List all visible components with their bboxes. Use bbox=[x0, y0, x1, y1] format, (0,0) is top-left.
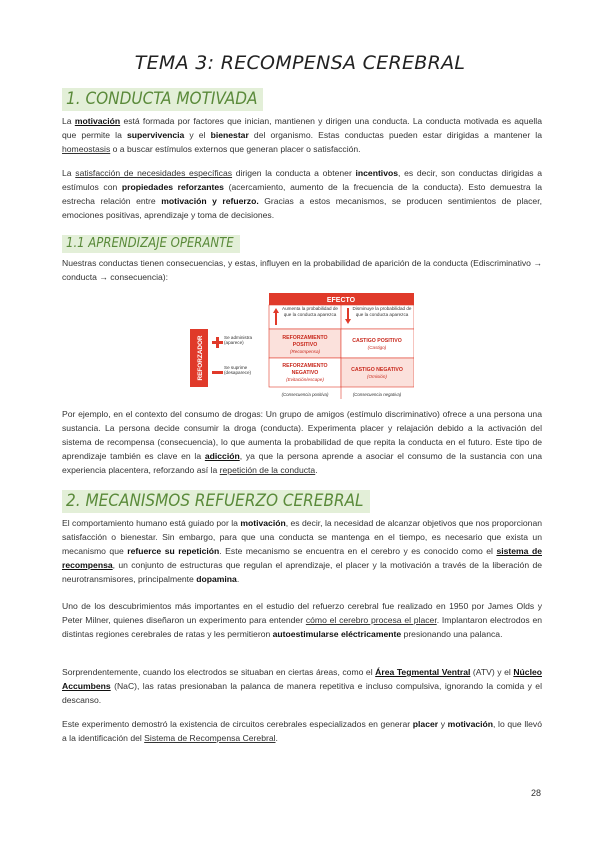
text-run: Este experimento demostró la existencia de circuitos cerebrales especializados en generar bbox=[62, 719, 413, 729]
text-run: repetición de la conducta bbox=[219, 465, 316, 475]
text-run: . bbox=[315, 465, 318, 475]
section-heading-2: 2. MECANISMOS REFUERZO CEREBRAL bbox=[62, 490, 370, 513]
text-run: . Este mecanismo se encuentra en el cerebro y es conocido como el bbox=[219, 546, 497, 556]
paragraph bbox=[62, 407, 542, 477]
text-run: dopamina bbox=[196, 574, 237, 584]
cell-21-line3: (Evitación/escape) bbox=[286, 377, 324, 382]
page-number: 28 bbox=[531, 788, 542, 798]
text-run: cómo el cerebro procesa el placer bbox=[305, 615, 437, 625]
text-run: . Implantaron electrodos en distintas regiones cerebrales de ratas y les permitieron bbox=[62, 615, 543, 639]
text-run: presionando una palanca. bbox=[401, 629, 503, 639]
text-run: Uno de los descubrimientos más importantes en el estudio del refuerzo cerebral fue realizado en 1950 por James Olds y Peter Milner, quienes diseñaron un experimento para entender bbox=[62, 601, 542, 625]
row-label-2: Se suprime (desaparece) bbox=[224, 365, 252, 376]
col-header-2: Disminuye la probabilidad de que la conducta aparezca bbox=[352, 306, 412, 317]
paragraph bbox=[62, 717, 542, 745]
paragraph bbox=[62, 256, 542, 284]
text-run: Sistema de Recompensa Cerebral bbox=[144, 733, 276, 743]
text-run: , un conjunto de estructuras que regulan el aprendizaje, el placer y la motivación a través de la liberación de neurotransmisores, principalmente bbox=[62, 560, 542, 584]
cell-12-line1: CASTIGO POSITIVO bbox=[352, 338, 402, 344]
text-run: y bbox=[438, 719, 448, 729]
text-run: o a buscar estímulos externos que generan placer o satisfacción. bbox=[110, 144, 361, 154]
text-run: motivación bbox=[447, 719, 494, 729]
text-run: Área Tegmental Ventral bbox=[375, 667, 471, 677]
section-heading-1: 1. CONDUCTA MOTIVADA bbox=[62, 88, 263, 111]
text-run: refuerce su repetición bbox=[127, 546, 220, 556]
text-run: dirigen la conducta a obtener bbox=[232, 168, 356, 178]
paragraph bbox=[62, 665, 542, 707]
paragraph bbox=[62, 166, 542, 222]
text-run: motivación bbox=[74, 116, 121, 126]
text-run: (NaC), las ratas presionaban la palanca de manera repetitiva e incluso compulsiva, ignorando la comida y el descanso. bbox=[62, 681, 542, 705]
cell-11-line1: REFORZAMIENTO bbox=[282, 335, 328, 341]
text-run: y el bbox=[184, 130, 211, 140]
paragraph bbox=[62, 516, 542, 586]
text-run: , lo que llevó a la identificación del bbox=[62, 719, 542, 743]
paragraph bbox=[62, 114, 542, 156]
text-run: incentivos bbox=[355, 168, 399, 178]
text-run: propiedades reforzantes bbox=[121, 182, 224, 192]
footer-1: (Consecuencia positiva) bbox=[281, 392, 329, 397]
text-run: (ATV) y el bbox=[470, 667, 514, 677]
text-run: Nuestras conductas tienen consecuencias, y estas, influyen en la probabilidad de aparición de la conducta (Ediscriminativo → conducta → consecuencia): bbox=[62, 258, 542, 282]
cell-11-line2: POSITIVO bbox=[292, 342, 318, 348]
text-run: motivación bbox=[240, 518, 286, 528]
text-run: Gracias a estos mecanismos, se producen sentimientos de placer, emociones positivas, aprendizaje y toma de decisiones. bbox=[62, 196, 542, 220]
text-run: del organismo. Estas conductas pueden estar dirigidas a mantener la bbox=[248, 130, 542, 140]
text-run: La bbox=[62, 168, 76, 178]
text-run: supervivencia bbox=[126, 130, 185, 140]
minus-icon bbox=[212, 371, 223, 374]
text-run: adicción bbox=[204, 451, 240, 461]
text-run: La bbox=[62, 116, 75, 126]
plus-icon-vertical bbox=[216, 337, 219, 348]
cell-12-line2: (Castigo) bbox=[367, 345, 387, 350]
text-run: El comportamiento humano está guiado por la bbox=[62, 518, 241, 528]
section-heading-1-1: 1.1 APRENDIZAJE OPERANTE bbox=[62, 235, 240, 253]
page-title: TEMA 3: RECOMPENSA CEREBRAL bbox=[134, 52, 466, 74]
row-label-1: Se administra (aparece) bbox=[224, 335, 253, 346]
cell-21-line2: NEGATIVO bbox=[291, 370, 319, 376]
text-run: homeostasis bbox=[62, 144, 111, 154]
table-header-efecto: EFECTO bbox=[326, 297, 356, 304]
text-run: satisfacción de necesidades específicas bbox=[75, 168, 233, 178]
text-run: Núcleo Accumbens bbox=[62, 667, 542, 691]
text-run: . bbox=[236, 574, 240, 584]
text-run: está formada por factores que inician, mantienen y dirigen una conducta. La conducta motivada es aquella que permite la bbox=[62, 116, 542, 140]
cell-21-line1: REFORZAMIENTO bbox=[282, 363, 328, 369]
text-run: , es decir, son conductas dirigidas a estímulos con bbox=[62, 168, 542, 192]
footer-2: (Consecuencia negativa) bbox=[352, 392, 402, 397]
text-run: Sorprendentemente, cuando los electrodos se situaban en ciertas áreas, como el bbox=[62, 667, 376, 677]
cell-22-line1: CASTIGO NEGATIVO bbox=[351, 367, 403, 373]
paragraph bbox=[62, 599, 542, 641]
text-run: Por ejemplo, en el contexto del consumo de drogas: Un grupo de amigos (estímulo discriminativo) ofrece a una persona una sustancia. La persona decide consumir la droga (conducta). Experimenta placer y relajación debido a la activación del sistema de recompensa (consecuencia), lo que aumenta la probabilidad de que repita la conducta en el futuro. Este tipo de aprendizaje también es clave en la bbox=[62, 409, 542, 461]
text-run: bienestar bbox=[210, 130, 249, 140]
text-run: . bbox=[275, 733, 278, 743]
text-run: , es decir, la necesidad de alcanzar objetivos que nos proporcionan satisfacción o bienestar. Sin embargo, para que una conducta se mantenga en el tiempo, es necesario que exista un mecanismo que bbox=[62, 518, 542, 556]
text-run: placer bbox=[412, 719, 439, 729]
reforzador-label: REFORZADOR bbox=[197, 335, 204, 381]
text-run: , ya que la persona aprende a asociar el consumo de la sustancia con una experiencia placentera, reforzando así la bbox=[62, 451, 543, 475]
text-run: (acercamiento, aumento de la frecuencia de la conducta). Esto demuestra la estrecha relación entre bbox=[62, 182, 542, 206]
text-run: motivación y refuerzo. bbox=[161, 196, 259, 206]
reinforcement-table bbox=[190, 293, 414, 399]
col-header-1: Aumenta la probabilidad de que la conducta aparezca bbox=[282, 306, 338, 317]
text-run: autoestimularse eléctricamente bbox=[272, 629, 402, 639]
cell-22-line2: (Omisión) bbox=[367, 374, 387, 379]
text-run: sistema de recompensa bbox=[62, 546, 542, 570]
cell-11-line3: (Recompensa) bbox=[289, 349, 321, 354]
